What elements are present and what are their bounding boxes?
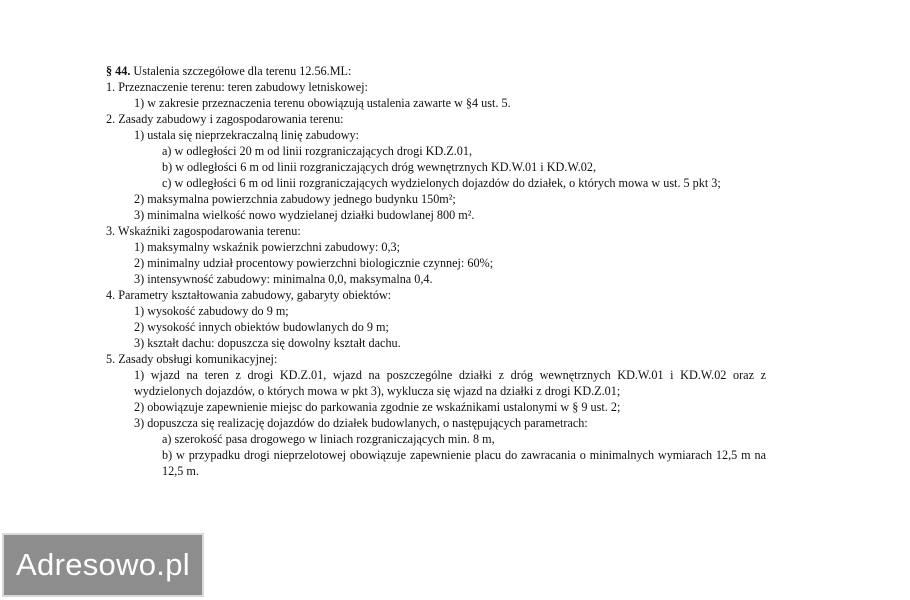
provision-line: 5. Zasady obsługi komunikacyjnej: — [106, 352, 278, 366]
section-heading — [106, 63, 766, 79]
provision-line: 2) maksymalna powierzchnia zabudowy jednego budynku 150m²; — [134, 192, 456, 206]
provision-line: 2) minimalny udział procentowy powierzchni biologicznie czynnej: 60%; — [134, 256, 494, 270]
provision-line: 1) w zakresie przeznaczenia terenu obowiązują ustalenia zawarte w §4 ust. 5. — [134, 96, 511, 110]
provision-line: c) w odległości 6 m od linii rozgraniczających wydzielonych dojazdów do działek, o których mowa w ust. 5 pkt 3; — [162, 176, 721, 190]
provision-line: 1) wjazd na teren z drogi KD.Z.01, wjazd na poszczególne działki z dróg wewnętrznych KD.W.01 i KD.W.02 oraz z wydzielonych dojazdów, o których mowa w pkt 3), wyklucza się wjazd na działki z drogi KD.Z.01; — [134, 368, 766, 398]
adresowo-watermark — [2, 533, 204, 597]
document-body — [106, 63, 766, 479]
watermark-text: Adresowo.pl — [16, 547, 190, 582]
section-title: Ustalenia szczegółowe dla terenu 12.56.ML: — [133, 64, 352, 78]
provision-line: 1) wysokość zabudowy do 9 m; — [134, 304, 289, 318]
provision-line: 3. Wskaźniki zagospodarowania terenu: — [106, 224, 301, 238]
provision-line: 3) kształt dachu: dopuszcza się dowolny kształt dachu. — [134, 336, 401, 350]
provision-line: 2) wysokość innych obiektów budowlanych do 9 m; — [134, 320, 389, 334]
provision-line: 1) ustala się nieprzekraczalną linię zabudowy: — [134, 128, 360, 142]
provision-line: a) szerokość pasa drogowego w liniach rozgraniczających min. 8 m, — [162, 432, 495, 446]
provision-line: 4. Parametry kształtowania zabudowy, gabaryty obiektów: — [106, 288, 392, 302]
provision-line: b) w odległości 6 m od linii rozgraniczających dróg wewnętrznych KD.W.01 i KD.W.02, — [162, 160, 597, 174]
provision-line: 1. Przeznaczenie terenu: teren zabudowy letniskowej: — [106, 80, 368, 94]
provision-line: 2) obowiązuje zapewnienie miejsc do parkowania zgodnie ze wskaźnikami ustalonymi w § 9 ust. 2; — [134, 400, 621, 414]
provision-line: b) w przypadku drogi nieprzelotowej obowiązuje zapewnienie placu do zawracania o minimalnych wymiarach 12,5 m na 12,5 m. — [162, 448, 766, 478]
provision-line: 1) maksymalny wskaźnik powierzchni zabudowy: 0,3; — [134, 240, 401, 254]
provision-line: 3) minimalna wielkość nowo wydzielanej działki budowlanej 800 m². — [134, 208, 475, 222]
provision-line: 3) dopuszcza się realizację dojazdów do działek budowlanych, o następujących parametrach: — [134, 416, 588, 430]
provision-line: a) w odległości 20 m od linii rozgraniczających drogi KD.Z.01, — [162, 144, 473, 158]
provision-line: 3) intensywność zabudowy: minimalna 0,0, maksymalna 0,4. — [134, 272, 433, 286]
section-mark: § 44. — [106, 64, 131, 78]
provision-list — [106, 79, 766, 479]
provision-line: 2. Zasady zabudowy i zagospodarowania terenu: — [106, 112, 344, 126]
